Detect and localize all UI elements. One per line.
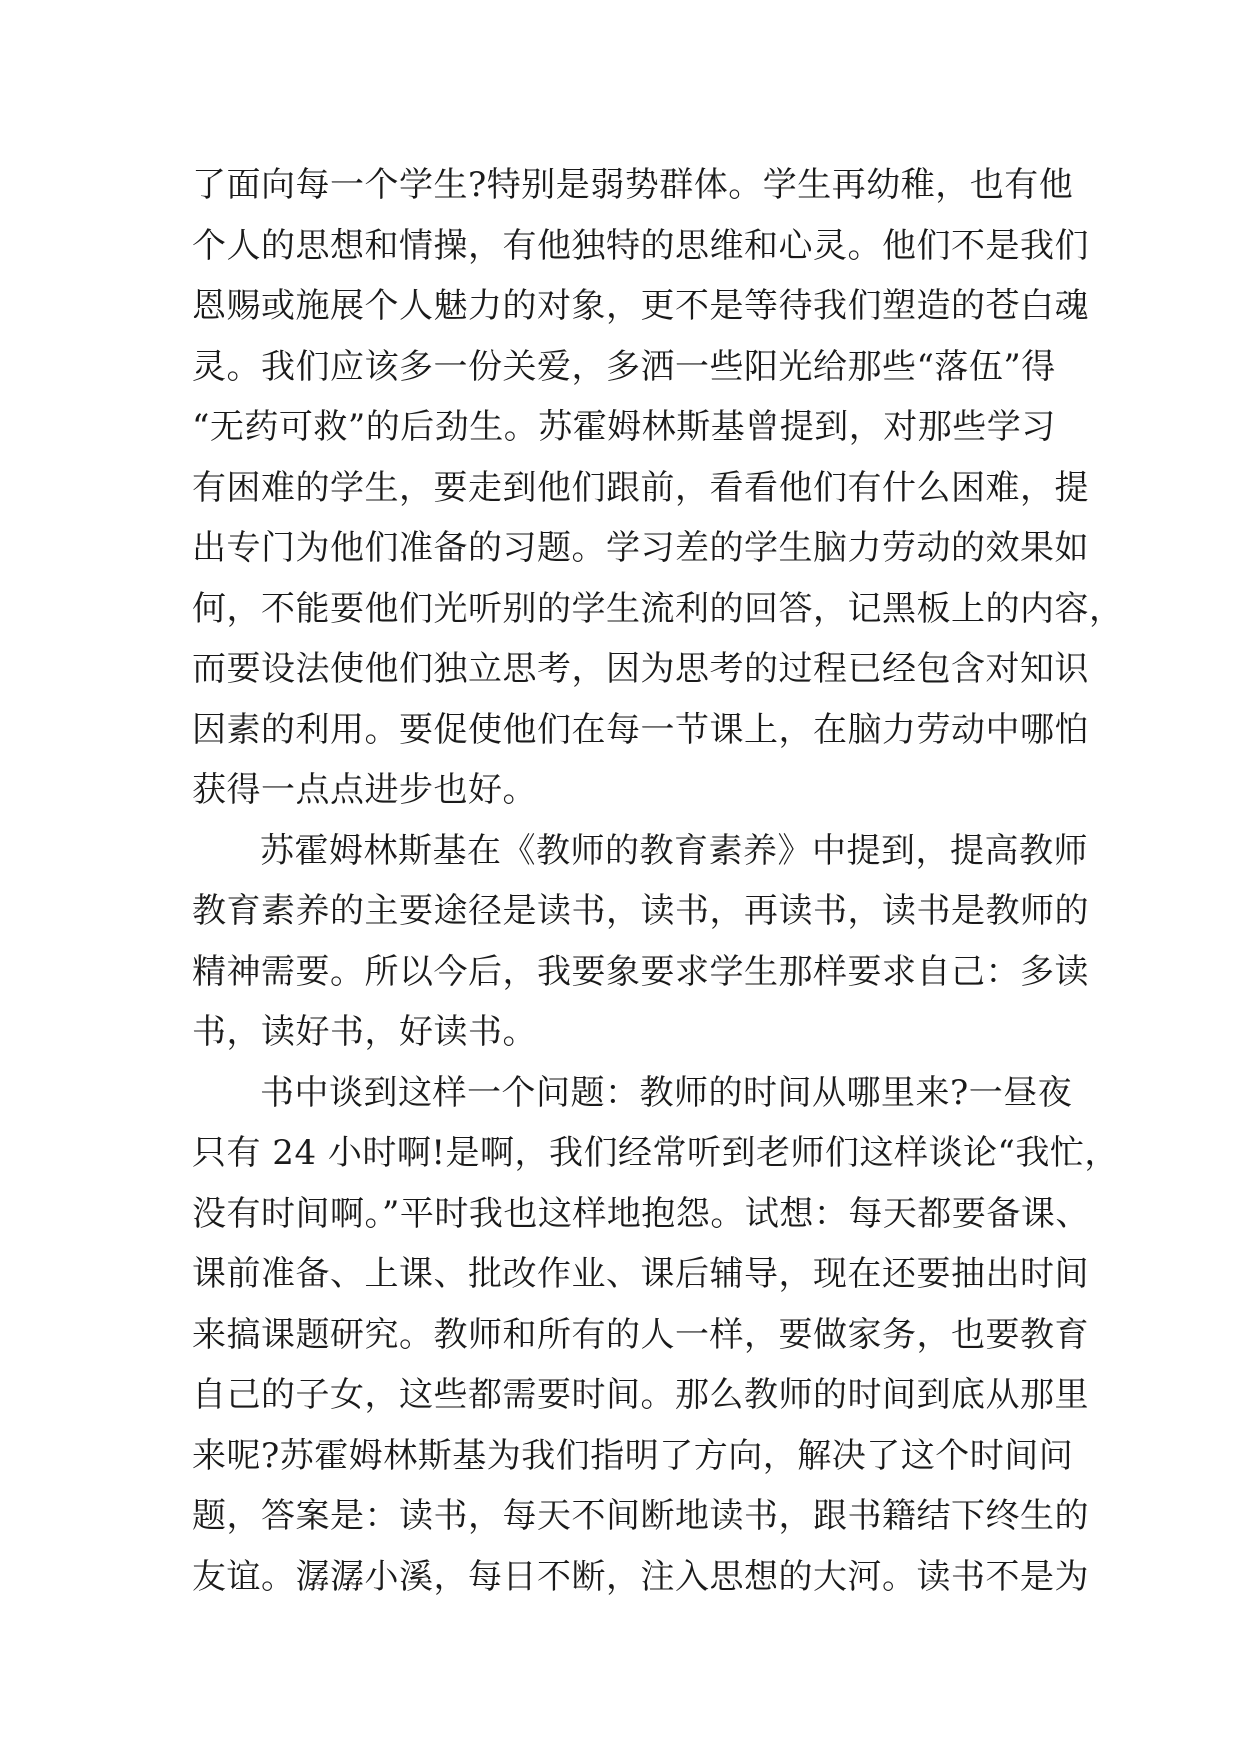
text-line: 获得一点点进步也好。	[192, 770, 537, 810]
text-line: 灵。我们应该多一份关爱，多洒一些阳光给那些“落伍”得	[192, 346, 1056, 387]
text-line: 没有时间啊。”平时我也这样地抱怨。试想：每天都要备课、	[192, 1193, 1090, 1234]
text-line: 书中谈到这样一个问题：教师的时间从哪里来?一昼夜	[260, 1072, 1073, 1113]
text-line: 来呢?苏霍姆林斯基为我们指明了方向，解决了这个时间问	[192, 1435, 1074, 1476]
text-line: 精神需要。所以今后，我要象要求学生那样要求自己：多读	[192, 951, 1089, 992]
text-line: 自己的子女，这些都需要时间。那么教师的时间到底从那里	[192, 1375, 1089, 1415]
text-line: 出专门为他们准备的习题。学习差的学生脑力劳动的效果如	[192, 528, 1089, 568]
text-line: 有困难的学生，要走到他们跟前，看看他们有什么困难，提	[192, 467, 1089, 508]
text-line: 而要设法使他们独立思考，因为思考的过程已经包含对知识	[192, 649, 1089, 689]
text-line: 了面向每一个学生?特别是弱势群体。学生再幼稚，也有他	[192, 165, 1074, 205]
text-line: 因素的利用。要促使他们在每一节课上，在脑力劳动中哪怕	[192, 709, 1089, 750]
text-line: 课前准备、上课、批改作业、课后辅导，现在还要抽出时间	[192, 1254, 1089, 1294]
text-line: 苏霍姆林斯基在《教师的教育素养》中提到，提高教师	[260, 830, 1088, 871]
text-line: 来搞课题研究。教师和所有的人一样，要做家务，也要教育	[192, 1314, 1089, 1355]
text-line: 教育素养的主要途径是读书，读书，再读书，读书是教师的	[192, 891, 1089, 931]
text-line: 书，读好书，好读书。	[192, 1012, 537, 1052]
text-line: 恩赐或施展个人魅力的对象，更不是等待我们塑造的苍白魂	[192, 286, 1089, 326]
text-line: 只有 24 小时啊!是啊，我们经常听到老师们这样谈论“我忙，	[192, 1133, 1119, 1173]
text-line: 题，答案是：读书，每天不间断地读书，跟书籍结下终生的	[192, 1496, 1089, 1536]
text-line: 个人的思想和情操，有他独特的思维和心灵。他们不是我们	[192, 225, 1089, 266]
text-line: “无药可救”的后劲生。苏霍姆林斯基曾提到，对那些学习	[192, 407, 1056, 447]
text-line: 何，不能要他们光听别的学生流利的回答，记黑板上的内容，	[192, 588, 1124, 629]
text-line: 友谊。潺潺小溪，每日不断，注入思想的大河。读书不是为	[192, 1556, 1089, 1597]
body-text	[192, 155, 1124, 1607]
